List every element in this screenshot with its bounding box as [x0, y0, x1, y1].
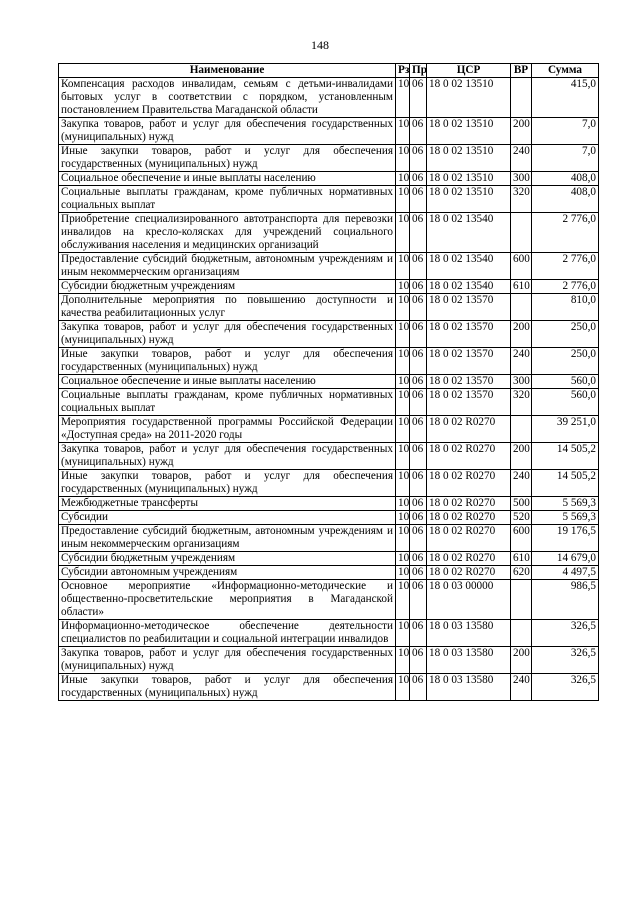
header-sum: Сумма	[532, 64, 599, 78]
row-rz-cell: 10	[396, 566, 410, 580]
row-sum-cell: 2 776,0	[532, 280, 599, 294]
row-sum-cell: 5 569,3	[532, 511, 599, 525]
row-name-cell: Субсидии бюджетным учреждениям	[59, 552, 396, 566]
row-rz-cell: 10	[396, 348, 410, 375]
row-name-cell: Предоставление субсидий бюджетным, автономным учреждениям и иным некоммерческим организациям	[59, 253, 396, 280]
row-csr-cell: 18 0 02 13510	[427, 145, 511, 172]
table-row	[59, 552, 599, 566]
row-sum-cell: 560,0	[532, 389, 599, 416]
row-pr-cell: 06	[410, 525, 427, 552]
row-rz-cell: 10	[396, 145, 410, 172]
row-rz-cell: 10	[396, 647, 410, 674]
row-name-cell: Социальное обеспечение и иные выплаты населению	[59, 375, 396, 389]
row-vr-cell: 600	[511, 253, 532, 280]
row-pr-cell: 06	[410, 213, 427, 253]
row-sum-cell: 4 497,5	[532, 566, 599, 580]
row-name-cell: Дополнительные мероприятия по повышению доступности и качества реабилитационных услуг	[59, 294, 396, 321]
row-csr-cell: 18 0 02 R0270	[427, 525, 511, 552]
row-sum-cell: 408,0	[532, 186, 599, 213]
table-row	[59, 321, 599, 348]
row-vr-cell: 500	[511, 497, 532, 511]
row-sum-cell: 39 251,0	[532, 416, 599, 443]
row-rz-cell: 10	[396, 78, 410, 118]
row-csr-cell: 18 0 02 13510	[427, 118, 511, 145]
row-csr-cell: 18 0 02 13510	[427, 78, 511, 118]
row-sum-cell: 250,0	[532, 321, 599, 348]
row-vr-cell	[511, 580, 532, 620]
row-sum-cell: 326,5	[532, 620, 599, 647]
row-vr-cell: 610	[511, 280, 532, 294]
row-name-cell: Основное мероприятие «Информационно-методические и общественно-просветительские мероприятия в Магаданской области»	[59, 580, 396, 620]
table-row	[59, 470, 599, 497]
row-sum-cell: 5 569,3	[532, 497, 599, 511]
row-name-cell: Субсидии автономным учреждениям	[59, 566, 396, 580]
row-name-cell: Информационно-методическое обеспечение деятельности специалистов по реабилитации и социальной интеграции инвалидов	[59, 620, 396, 647]
row-csr-cell: 18 0 03 13580	[427, 620, 511, 647]
row-vr-cell	[511, 78, 532, 118]
row-rz-cell: 10	[396, 470, 410, 497]
row-vr-cell: 300	[511, 172, 532, 186]
row-rz-cell: 10	[396, 186, 410, 213]
header-pr: Пр	[410, 64, 427, 78]
row-sum-cell: 2 776,0	[532, 253, 599, 280]
row-sum-cell: 326,5	[532, 674, 599, 701]
row-vr-cell: 300	[511, 375, 532, 389]
row-pr-cell: 06	[410, 443, 427, 470]
row-sum-cell: 326,5	[532, 647, 599, 674]
row-csr-cell: 18 0 02 R0270	[427, 443, 511, 470]
row-vr-cell: 240	[511, 348, 532, 375]
table-row	[59, 525, 599, 552]
row-sum-cell: 14 505,2	[532, 443, 599, 470]
table-row	[59, 389, 599, 416]
row-sum-cell: 415,0	[532, 78, 599, 118]
row-csr-cell: 18 0 02 R0270	[427, 566, 511, 580]
row-rz-cell: 10	[396, 280, 410, 294]
row-sum-cell: 19 176,5	[532, 525, 599, 552]
row-pr-cell: 06	[410, 294, 427, 321]
row-pr-cell: 06	[410, 78, 427, 118]
row-pr-cell: 06	[410, 118, 427, 145]
table-row	[59, 674, 599, 701]
row-pr-cell: 06	[410, 566, 427, 580]
row-sum-cell: 986,5	[532, 580, 599, 620]
row-csr-cell: 18 0 02 R0270	[427, 497, 511, 511]
row-sum-cell: 810,0	[532, 294, 599, 321]
row-pr-cell: 06	[410, 321, 427, 348]
row-pr-cell: 06	[410, 172, 427, 186]
row-pr-cell: 06	[410, 253, 427, 280]
row-rz-cell: 10	[396, 416, 410, 443]
row-csr-cell: 18 0 02 13570	[427, 348, 511, 375]
row-csr-cell: 18 0 02 R0270	[427, 416, 511, 443]
row-rz-cell: 10	[396, 213, 410, 253]
row-vr-cell: 620	[511, 566, 532, 580]
row-rz-cell: 10	[396, 253, 410, 280]
row-name-cell: Приобретение специализированного автотранспорта для перевозки инвалидов на кресло-колясках для учреждений социального обслуживания населения и медицинских организаций	[59, 213, 396, 253]
row-vr-cell: 240	[511, 145, 532, 172]
row-vr-cell: 240	[511, 674, 532, 701]
row-csr-cell: 18 0 02 13510	[427, 172, 511, 186]
table-row	[59, 253, 599, 280]
row-sum-cell: 408,0	[532, 172, 599, 186]
row-name-cell: Закупка товаров, работ и услуг для обеспечения государственных (муниципальных) нужд	[59, 443, 396, 470]
header-rz: Рз	[396, 64, 410, 78]
row-csr-cell: 18 0 03 13580	[427, 674, 511, 701]
row-csr-cell: 18 0 02 13540	[427, 280, 511, 294]
table-row	[59, 78, 599, 118]
row-rz-cell: 10	[396, 443, 410, 470]
row-csr-cell: 18 0 02 13540	[427, 213, 511, 253]
row-csr-cell: 18 0 02 R0270	[427, 511, 511, 525]
row-csr-cell: 18 0 02 R0270	[427, 470, 511, 497]
row-rz-cell: 10	[396, 580, 410, 620]
row-csr-cell: 18 0 03 00000	[427, 580, 511, 620]
row-pr-cell: 06	[410, 497, 427, 511]
row-vr-cell	[511, 213, 532, 253]
row-vr-cell: 240	[511, 470, 532, 497]
row-name-cell: Социальные выплаты гражданам, кроме публичных нормативных социальных выплат	[59, 389, 396, 416]
row-csr-cell: 18 0 02 13510	[427, 186, 511, 213]
row-name-cell: Социальные выплаты гражданам, кроме публичных нормативных социальных выплат	[59, 186, 396, 213]
row-vr-cell: 200	[511, 321, 532, 348]
row-sum-cell: 14 679,0	[532, 552, 599, 566]
row-rz-cell: 10	[396, 118, 410, 145]
row-name-cell: Предоставление субсидий бюджетным, автономным учреждениям и иным некоммерческим организациям	[59, 525, 396, 552]
row-pr-cell: 06	[410, 647, 427, 674]
row-rz-cell: 10	[396, 620, 410, 647]
row-pr-cell: 06	[410, 511, 427, 525]
header-csr: ЦСР	[427, 64, 511, 78]
row-name-cell: Субсидии бюджетным учреждениям	[59, 280, 396, 294]
row-pr-cell: 06	[410, 416, 427, 443]
row-rz-cell: 10	[396, 375, 410, 389]
row-pr-cell: 06	[410, 470, 427, 497]
row-rz-cell: 10	[396, 552, 410, 566]
row-sum-cell: 14 505,2	[532, 470, 599, 497]
row-name-cell: Иные закупки товаров, работ и услуг для обеспечения государственных (муниципальных) нужд	[59, 145, 396, 172]
row-rz-cell: 10	[396, 172, 410, 186]
row-pr-cell: 06	[410, 348, 427, 375]
row-sum-cell: 560,0	[532, 375, 599, 389]
row-csr-cell: 18 0 03 13580	[427, 647, 511, 674]
row-pr-cell: 06	[410, 580, 427, 620]
table-row	[59, 186, 599, 213]
row-name-cell: Иные закупки товаров, работ и услуг для обеспечения государственных (муниципальных) нужд	[59, 470, 396, 497]
row-vr-cell: 320	[511, 389, 532, 416]
row-rz-cell: 10	[396, 511, 410, 525]
table-row	[59, 294, 599, 321]
row-pr-cell: 06	[410, 375, 427, 389]
row-pr-cell: 06	[410, 620, 427, 647]
row-vr-cell: 610	[511, 552, 532, 566]
row-vr-cell	[511, 416, 532, 443]
header-name: Наименование	[59, 64, 396, 78]
row-pr-cell: 06	[410, 552, 427, 566]
row-name-cell: Компенсация расходов инвалидам, семьям с детьми-инвалидами бытовых услуг в соответствии с порядком, установленным постановлением Правительства Магаданской области	[59, 78, 396, 118]
table-row	[59, 497, 599, 511]
row-vr-cell: 200	[511, 647, 532, 674]
table-row	[59, 375, 599, 389]
page-number: 148	[311, 38, 329, 52]
row-rz-cell: 10	[396, 321, 410, 348]
row-vr-cell: 320	[511, 186, 532, 213]
table-header-row	[59, 64, 599, 78]
row-pr-cell: 06	[410, 280, 427, 294]
table-body	[59, 78, 599, 701]
table-row	[59, 145, 599, 172]
table-row	[59, 566, 599, 580]
row-rz-cell: 10	[396, 674, 410, 701]
row-vr-cell	[511, 294, 532, 321]
row-name-cell: Социальное обеспечение и иные выплаты населению	[59, 172, 396, 186]
table-row	[59, 580, 599, 620]
row-name-cell: Иные закупки товаров, работ и услуг для обеспечения государственных (муниципальных) нужд	[59, 348, 396, 375]
row-vr-cell: 200	[511, 118, 532, 145]
row-name-cell: Межбюджетные трансферты	[59, 497, 396, 511]
row-name-cell: Закупка товаров, работ и услуг для обеспечения государственных (муниципальных) нужд	[59, 118, 396, 145]
row-csr-cell: 18 0 02 13570	[427, 321, 511, 348]
row-vr-cell: 520	[511, 511, 532, 525]
budget-table	[58, 63, 599, 701]
row-csr-cell: 18 0 02 13570	[427, 375, 511, 389]
row-csr-cell: 18 0 02 R0270	[427, 552, 511, 566]
table-row	[59, 172, 599, 186]
row-pr-cell: 06	[410, 389, 427, 416]
row-rz-cell: 10	[396, 294, 410, 321]
row-csr-cell: 18 0 02 13540	[427, 253, 511, 280]
row-pr-cell: 06	[410, 145, 427, 172]
table-row	[59, 280, 599, 294]
row-rz-cell: 10	[396, 525, 410, 552]
row-pr-cell: 06	[410, 674, 427, 701]
row-vr-cell: 200	[511, 443, 532, 470]
row-sum-cell: 7,0	[532, 118, 599, 145]
row-name-cell: Субсидии	[59, 511, 396, 525]
row-sum-cell: 250,0	[532, 348, 599, 375]
table-row	[59, 118, 599, 145]
row-sum-cell: 7,0	[532, 145, 599, 172]
row-rz-cell: 10	[396, 389, 410, 416]
row-pr-cell: 06	[410, 186, 427, 213]
header-vr: ВР	[511, 64, 532, 78]
table-row	[59, 348, 599, 375]
table-row	[59, 213, 599, 253]
row-name-cell: Мероприятия государственной программы Российской Федерации «Доступная среда» на 2011-2020 годы	[59, 416, 396, 443]
row-vr-cell	[511, 620, 532, 647]
table-row	[59, 416, 599, 443]
table-row	[59, 443, 599, 470]
row-name-cell: Закупка товаров, работ и услуг для обеспечения государственных (муниципальных) нужд	[59, 647, 396, 674]
row-csr-cell: 18 0 02 13570	[427, 389, 511, 416]
row-vr-cell: 600	[511, 525, 532, 552]
table-row	[59, 620, 599, 647]
row-rz-cell: 10	[396, 497, 410, 511]
table-row	[59, 647, 599, 674]
row-csr-cell: 18 0 02 13570	[427, 294, 511, 321]
table-row	[59, 511, 599, 525]
row-sum-cell: 2 776,0	[532, 213, 599, 253]
row-name-cell: Закупка товаров, работ и услуг для обеспечения государственных (муниципальных) нужд	[59, 321, 396, 348]
row-name-cell: Иные закупки товаров, работ и услуг для обеспечения государственных (муниципальных) нужд	[59, 674, 396, 701]
